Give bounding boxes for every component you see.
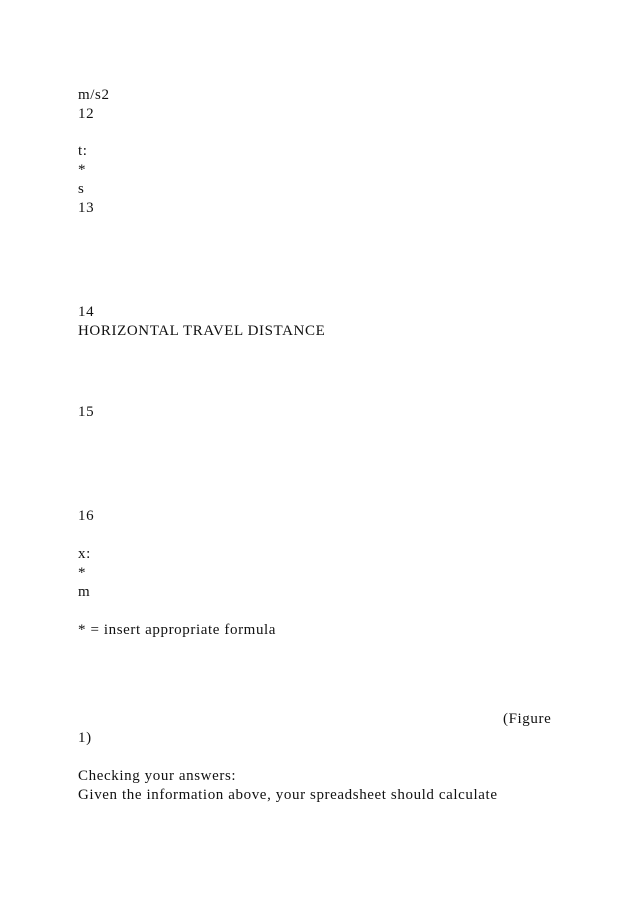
figure-caption-open: (Figure	[503, 711, 552, 727]
row-number-13: 13	[78, 200, 95, 216]
row-number-16: 16	[78, 508, 95, 524]
formula-legend: * = insert appropriate formula	[78, 622, 277, 638]
unit-label-ms2: m/s2	[78, 87, 110, 103]
variable-label-x: x:	[78, 546, 91, 562]
row-number-15: 15	[78, 404, 95, 420]
variable-label-t: t:	[78, 143, 88, 159]
row-number-12: 12	[78, 106, 95, 122]
figure-caption-close: 1)	[78, 730, 92, 746]
body-text-line: Given the information above, your spreadsheet should calculate	[78, 787, 498, 803]
unit-label-m: m	[78, 584, 91, 600]
formula-placeholder-t: *	[78, 162, 87, 178]
unit-label-s: s	[78, 181, 85, 197]
checking-heading: Checking your answers:	[78, 768, 237, 784]
section-heading: HORIZONTAL TRAVEL DISTANCE	[78, 323, 326, 339]
formula-placeholder-x: *	[78, 565, 87, 581]
row-number-14: 14	[78, 304, 95, 320]
